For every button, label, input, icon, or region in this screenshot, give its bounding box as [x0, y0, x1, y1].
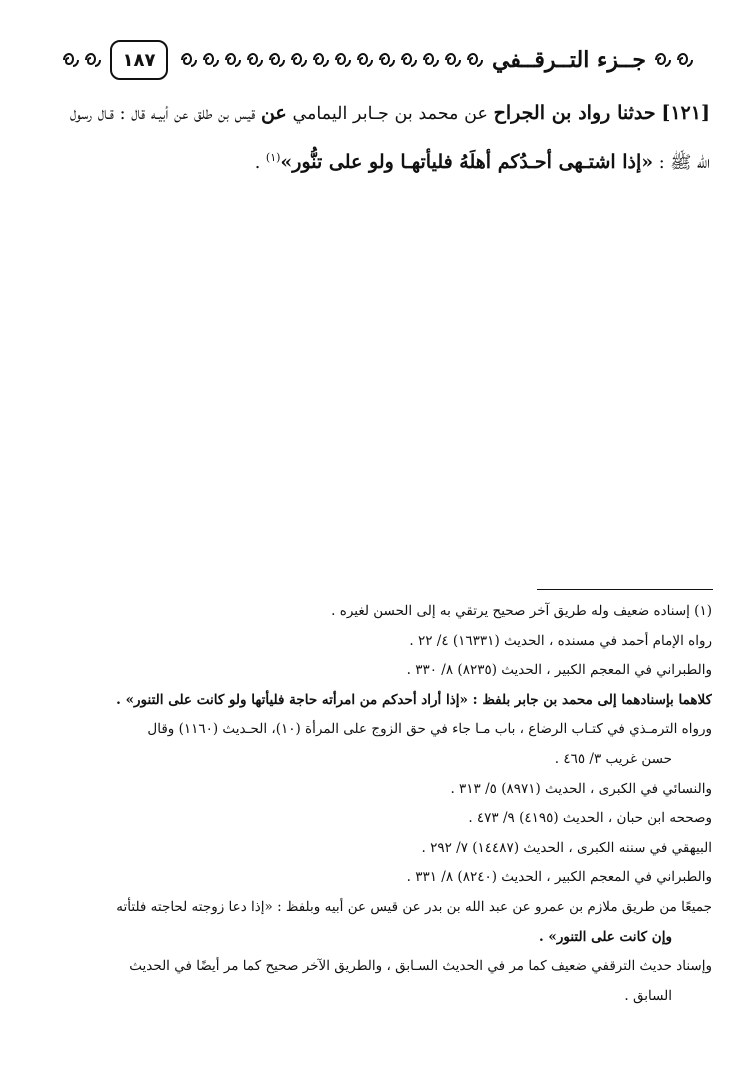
knot-ornament-icon	[674, 49, 696, 71]
knot-ornament-icon	[266, 49, 288, 71]
footnote-line: ورواه الترمـذي في كتـاب الرضاع ، باب مـا جاء في حق الزوج على المرأة (١٠)، الحـديث (١١٦٠) وقال	[147, 721, 712, 738]
knot-ornament-icon	[376, 49, 398, 71]
page-header	[60, 38, 712, 82]
book-title: جــزء التــرقــفي	[492, 47, 646, 73]
footnote-line: والطبراني في المعجم الكبير ، الحديث (٨٢٤٠) ٨/ ٣٣١ .	[406, 869, 712, 886]
knot-ornament-icon	[354, 49, 376, 71]
hadith-quote: «إذا اشتـهى أحـدُكم أهلَهُ فليأتهـا ولو على تنُّور»	[280, 150, 654, 173]
knot-ornament-icon	[82, 49, 104, 71]
footnote-line: وصححه ابن حبان ، الحديث (٤١٩٥) ٩/ ٤٧٣ .	[468, 810, 712, 827]
page-number: ١٨٧	[122, 49, 156, 71]
footnote-line: حسن غريب ٣/ ٤٦٥ .	[554, 750, 672, 767]
hadith-text	[70, 92, 710, 185]
knot-ornament-icon	[398, 49, 420, 71]
knot-ornament-icon	[222, 49, 244, 71]
knot-ornament-icon	[442, 49, 464, 71]
knot-ornament-icon	[310, 49, 332, 71]
knot-ornament-icon	[332, 49, 354, 71]
knot-ornament-icon	[464, 49, 486, 71]
page-number-box	[110, 40, 168, 80]
ornament-run	[178, 49, 486, 71]
knot-ornament-icon	[420, 49, 442, 71]
narration-line-2: عن أبيـه قال : قـال رسول الله ﷺ :	[70, 104, 710, 173]
footnote-marker: (١)	[265, 151, 281, 164]
knot-ornament-icon	[178, 49, 200, 71]
right-ornaments	[652, 49, 696, 71]
narration-intro: حدثنا رواد بن الجراح	[493, 102, 656, 124]
knot-ornament-icon	[244, 49, 266, 71]
narrator-chain-2: قيس بن طلق	[194, 104, 256, 124]
knot-ornament-icon	[200, 49, 222, 71]
footnote-line: رواه الإمام أحمد في مسنده ، الحديث (١٦٣٣١) ٤/ ٢٢ .	[409, 632, 712, 649]
footnote-line: جميعًا من طريق ملازم بن عمرو عن عبد الله بن بدر عن قيس عن أبيه وبلفظ : «إذا دعا زوجته لحاجته فلتأته	[116, 898, 712, 915]
footnote-line: والنسائي في الكبرى ، الحديث (٨٩٧١) ٥/ ٣١٣ .	[450, 780, 712, 797]
left-ornaments	[60, 49, 104, 71]
footnote-line: وإن كانت على التنور» .	[539, 928, 672, 945]
footnote-line: والطبراني في المعجم الكبير ، الحديث (٨٢٣٥) ٨/ ٣٣٠ .	[406, 662, 712, 679]
hadith-end: .	[254, 152, 261, 173]
knot-ornament-icon	[288, 49, 310, 71]
footnote-line: (١) إسناده ضعيف وله طريق آخر صحيح يرتقي به إلى الحسن لغيره .	[331, 603, 712, 619]
knot-ornament-icon	[60, 49, 82, 71]
footnote-line: كلاهما بإسنادهما إلى محمد بن جابر بلفظ : «إذا أراد أحدكم من امرأته حاجة فليأتها ولو كانت على التنور» .	[116, 691, 712, 708]
footnotes	[72, 597, 712, 1011]
footnote-separator	[537, 589, 713, 590]
footnote-line: البيهقي في سننه الكبرى ، الحديث (١٤٤٨٧) ٧/ ٢٩٢ .	[421, 839, 712, 856]
hadith-number: [١٢١]	[661, 102, 710, 124]
narration-connector: عن	[464, 104, 488, 124]
narration-connector-2: عن	[260, 102, 287, 124]
footnote-line: السابق .	[624, 987, 672, 1004]
narrator-chain: محمد بن جـابر اليمامي	[292, 104, 459, 124]
footnote-line: وإسناد حديث الترقفي ضعيف كما مر في الحديث السـابق ، والطريق الآخر صحيح كما مر أيضًا في الحديث	[129, 958, 712, 975]
knot-ornament-icon	[652, 49, 674, 71]
